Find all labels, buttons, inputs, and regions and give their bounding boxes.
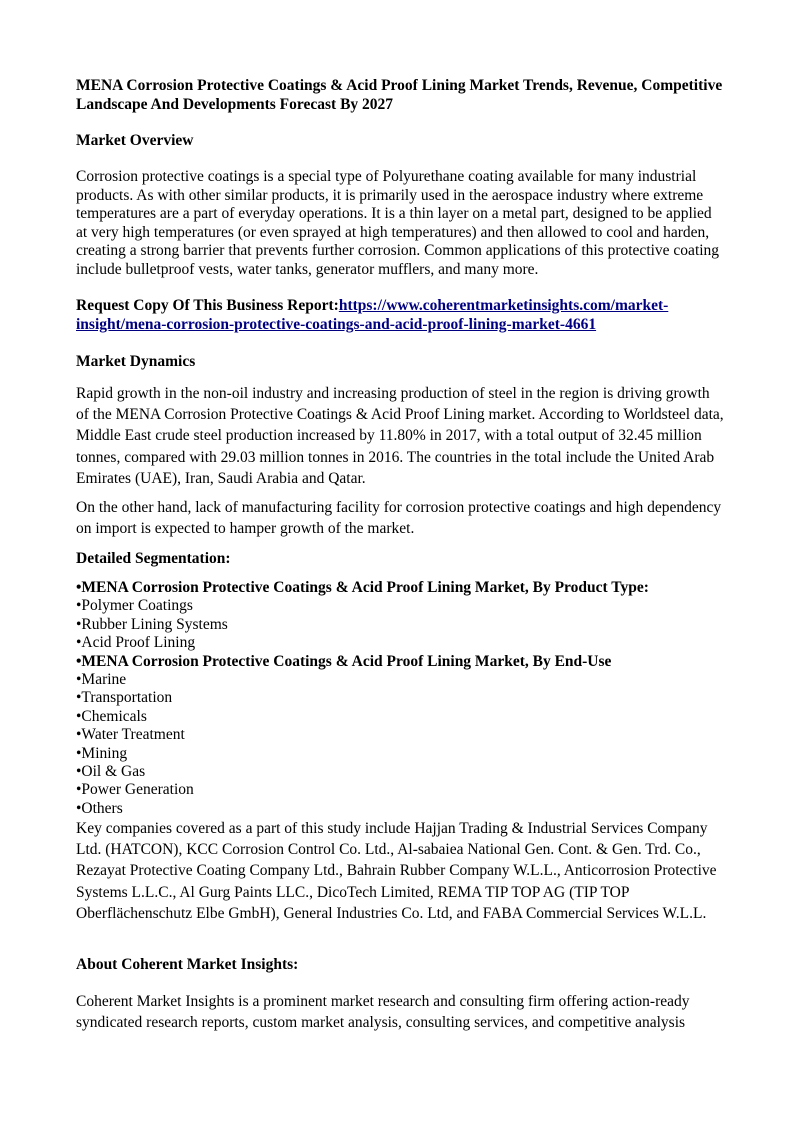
segment-item: •Mining bbox=[76, 744, 128, 762]
segment-item: •Transportation bbox=[76, 689, 173, 707]
key-companies-paragraph: Key companies covered as a part of this study include Hajjan Trading & Industrial Services Company Ltd. (HATCON), KCC Corrosion Control Co. Ltd., Al-sabaiea National Gen. Cont. & Gen. Trd. Co., Rezayat Protective Coating Company Ltd., Bahrain Rubber Company W.L.L., Anticorrosion Protective Systems L.L.C., Al Gurg Paints LLC., DicoTech Limited, REMA TIP TOP AG (TIP TOP Oberflächenschutz Elbe GmbH), General Industries Co. Ltd, and FABA Commercial Services W.L.L. bbox=[76, 820, 717, 922]
detailed-segmentation-heading: Detailed Segmentation: bbox=[76, 550, 231, 567]
segment-item: •Others bbox=[76, 799, 123, 817]
segment-item: •Acid Proof Lining bbox=[76, 634, 196, 652]
market-dynamics-paragraph-1: Rapid growth in the non-oil industry and increasing production of steel in the region is driving growth of the MENA Corrosion Protective Coatings & Acid Proof Lining market. According to Worldsteel data, Middle East crude steel production increased by 11.80% in 2017, with a total output of 32.45 million tonnes, compared with 29.03 million tonnes in 2016. The countries in the total include the United Arab Emirates (UAE), Iran, Saudi Arabia and Qatar. bbox=[76, 385, 724, 487]
market-overview-heading: Market Overview bbox=[76, 132, 194, 149]
segmentation-list bbox=[76, 579, 724, 818]
segment-category-product-type: •MENA Corrosion Protective Coatings & Acid Proof Lining Market, By Product Type: bbox=[76, 579, 649, 596]
market-dynamics-heading: Market Dynamics bbox=[76, 353, 196, 370]
about-heading: About Coherent Market Insights: bbox=[76, 956, 299, 973]
segment-item: •Polymer Coatings bbox=[76, 597, 193, 615]
about-text: Coherent Market Insights is a prominent market research and consulting firm offering action-ready syndicated research reports, custom market analysis, consulting services, and competitive analysis bbox=[76, 993, 690, 1032]
segment-item: •Water Treatment bbox=[76, 726, 185, 744]
request-report-paragraph bbox=[76, 297, 724, 334]
market-overview-text: Corrosion protective coatings is a special type of Polyurethane coating available for many industrial products. As with other similar products, it is primarily used in the aerospace industry where extreme temperatures are a part of everyday operations. It is a thin layer on a metal part, designed to be applied at very high temperatures (or even sprayed at high temperatures) and then allowed to cool and harden, creating a strong barrier that prevents further corrosion. Common applications of this protective coating include bulletproof vests, water tanks, generator mufflers, and many more. bbox=[76, 168, 720, 278]
segment-item: •Rubber Lining Systems bbox=[76, 615, 228, 633]
segment-item: •Oil & Gas bbox=[76, 763, 146, 781]
document-title: MENA Corrosion Protective Coatings & Acid Proof Lining Market Trends, Revenue, Competitive Landscape And Developments Forecast By 2027 bbox=[76, 77, 723, 113]
segment-item: •Marine bbox=[76, 671, 127, 689]
market-dynamics-paragraph-2: On the other hand, lack of manufacturing facility for corrosion protective coatings and high dependency on import is expected to hamper growth of the market. bbox=[76, 499, 722, 538]
segment-category-end-use: •MENA Corrosion Protective Coatings & Acid Proof Lining Market, By End-Use bbox=[76, 652, 612, 670]
report-link[interactable]: https://www.coherentmarketinsights.com/market-insight/mena-corrosion-protective-coatings-and-acid-proof-lining-market-4661 bbox=[76, 297, 669, 333]
request-report-label: Request Copy Of This Business Report: bbox=[76, 297, 339, 314]
segment-item: •Chemicals bbox=[76, 707, 147, 725]
segment-item: •Power Generation bbox=[76, 781, 194, 799]
